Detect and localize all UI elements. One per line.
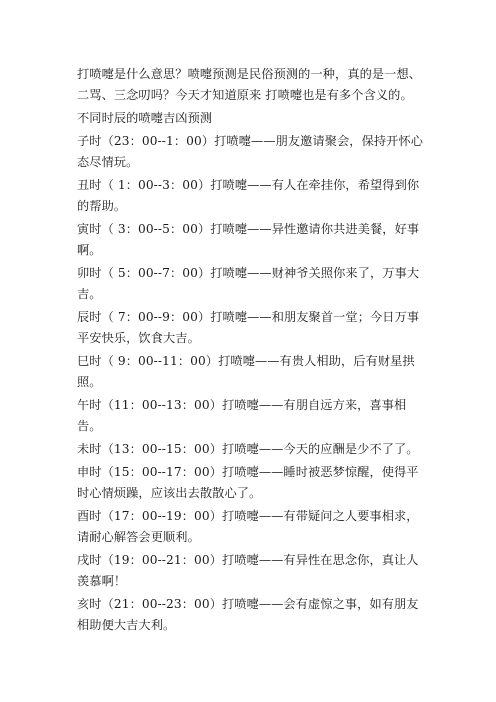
document-body	[77, 64, 427, 637]
entry-wei-hour: 未时（13：00--15：00）打喷嚏——今天的应酬是少不了了。	[77, 442, 419, 456]
entry-shen-hour: 申时（15：00--17：00）打喷嚏——睡时被恶梦惊醒，使得平时心情烦躁，应该出去散散心了。	[77, 465, 419, 500]
entry-si-hour: 巳时（ 9：00--11：00）打喷嚏——有贵人相助，后有财星拱照。	[77, 354, 415, 389]
intro-paragraph: 打喷嚏是什么意思？喷嚏预测是民俗预测的一种，真的是一想、二骂、三念叨吗？今天才知道原来 打喷嚏也是有多个含义的。	[77, 67, 422, 102]
entry-zi-hour: 子时（23：00--1：00）打喷嚏——朋友邀请聚会，保持开怀心态尽情玩。	[77, 134, 424, 169]
section-heading: 不同时辰的喷嚏吉凶预测	[77, 111, 213, 125]
entry-hai-hour: 亥时（21：00--23：00）打喷嚏——会有虚惊之事，如有朋友相助便大吉大利。	[77, 597, 419, 632]
entry-xu-hour: 戌时（19：00--21：00）打喷嚏——有异性在思念你，真让人羡慕啊！	[77, 553, 419, 588]
entry-chen-hour: 辰时（ 7：00--9：00）打喷嚏——和朋友聚首一堂；今日万事平安快乐，饮食大吉。	[77, 310, 420, 345]
entry-mao-hour: 卯时（ 5：00--7：00）打喷嚏——财神爷关照你来了，万事大吉。	[77, 266, 420, 301]
entry-chou-hour: 丑时（ 1：00--3：00）打喷嚏——有人在牵挂你，希望得到你的帮助。	[77, 178, 420, 213]
entry-wu-hour: 午时（11：00--13：00）打喷嚏——有朋自远方来，喜事相告。	[77, 398, 407, 433]
entry-you-hour: 酉时（17：00--19：00）打喷嚏——有带疑问之人要事相求，请耐心解答会更顺利。	[77, 509, 419, 544]
entry-yin-hour: 寅时（ 3：00--5：00）打喷嚏——异性邀请你共进美餐，好事啊。	[77, 222, 420, 257]
